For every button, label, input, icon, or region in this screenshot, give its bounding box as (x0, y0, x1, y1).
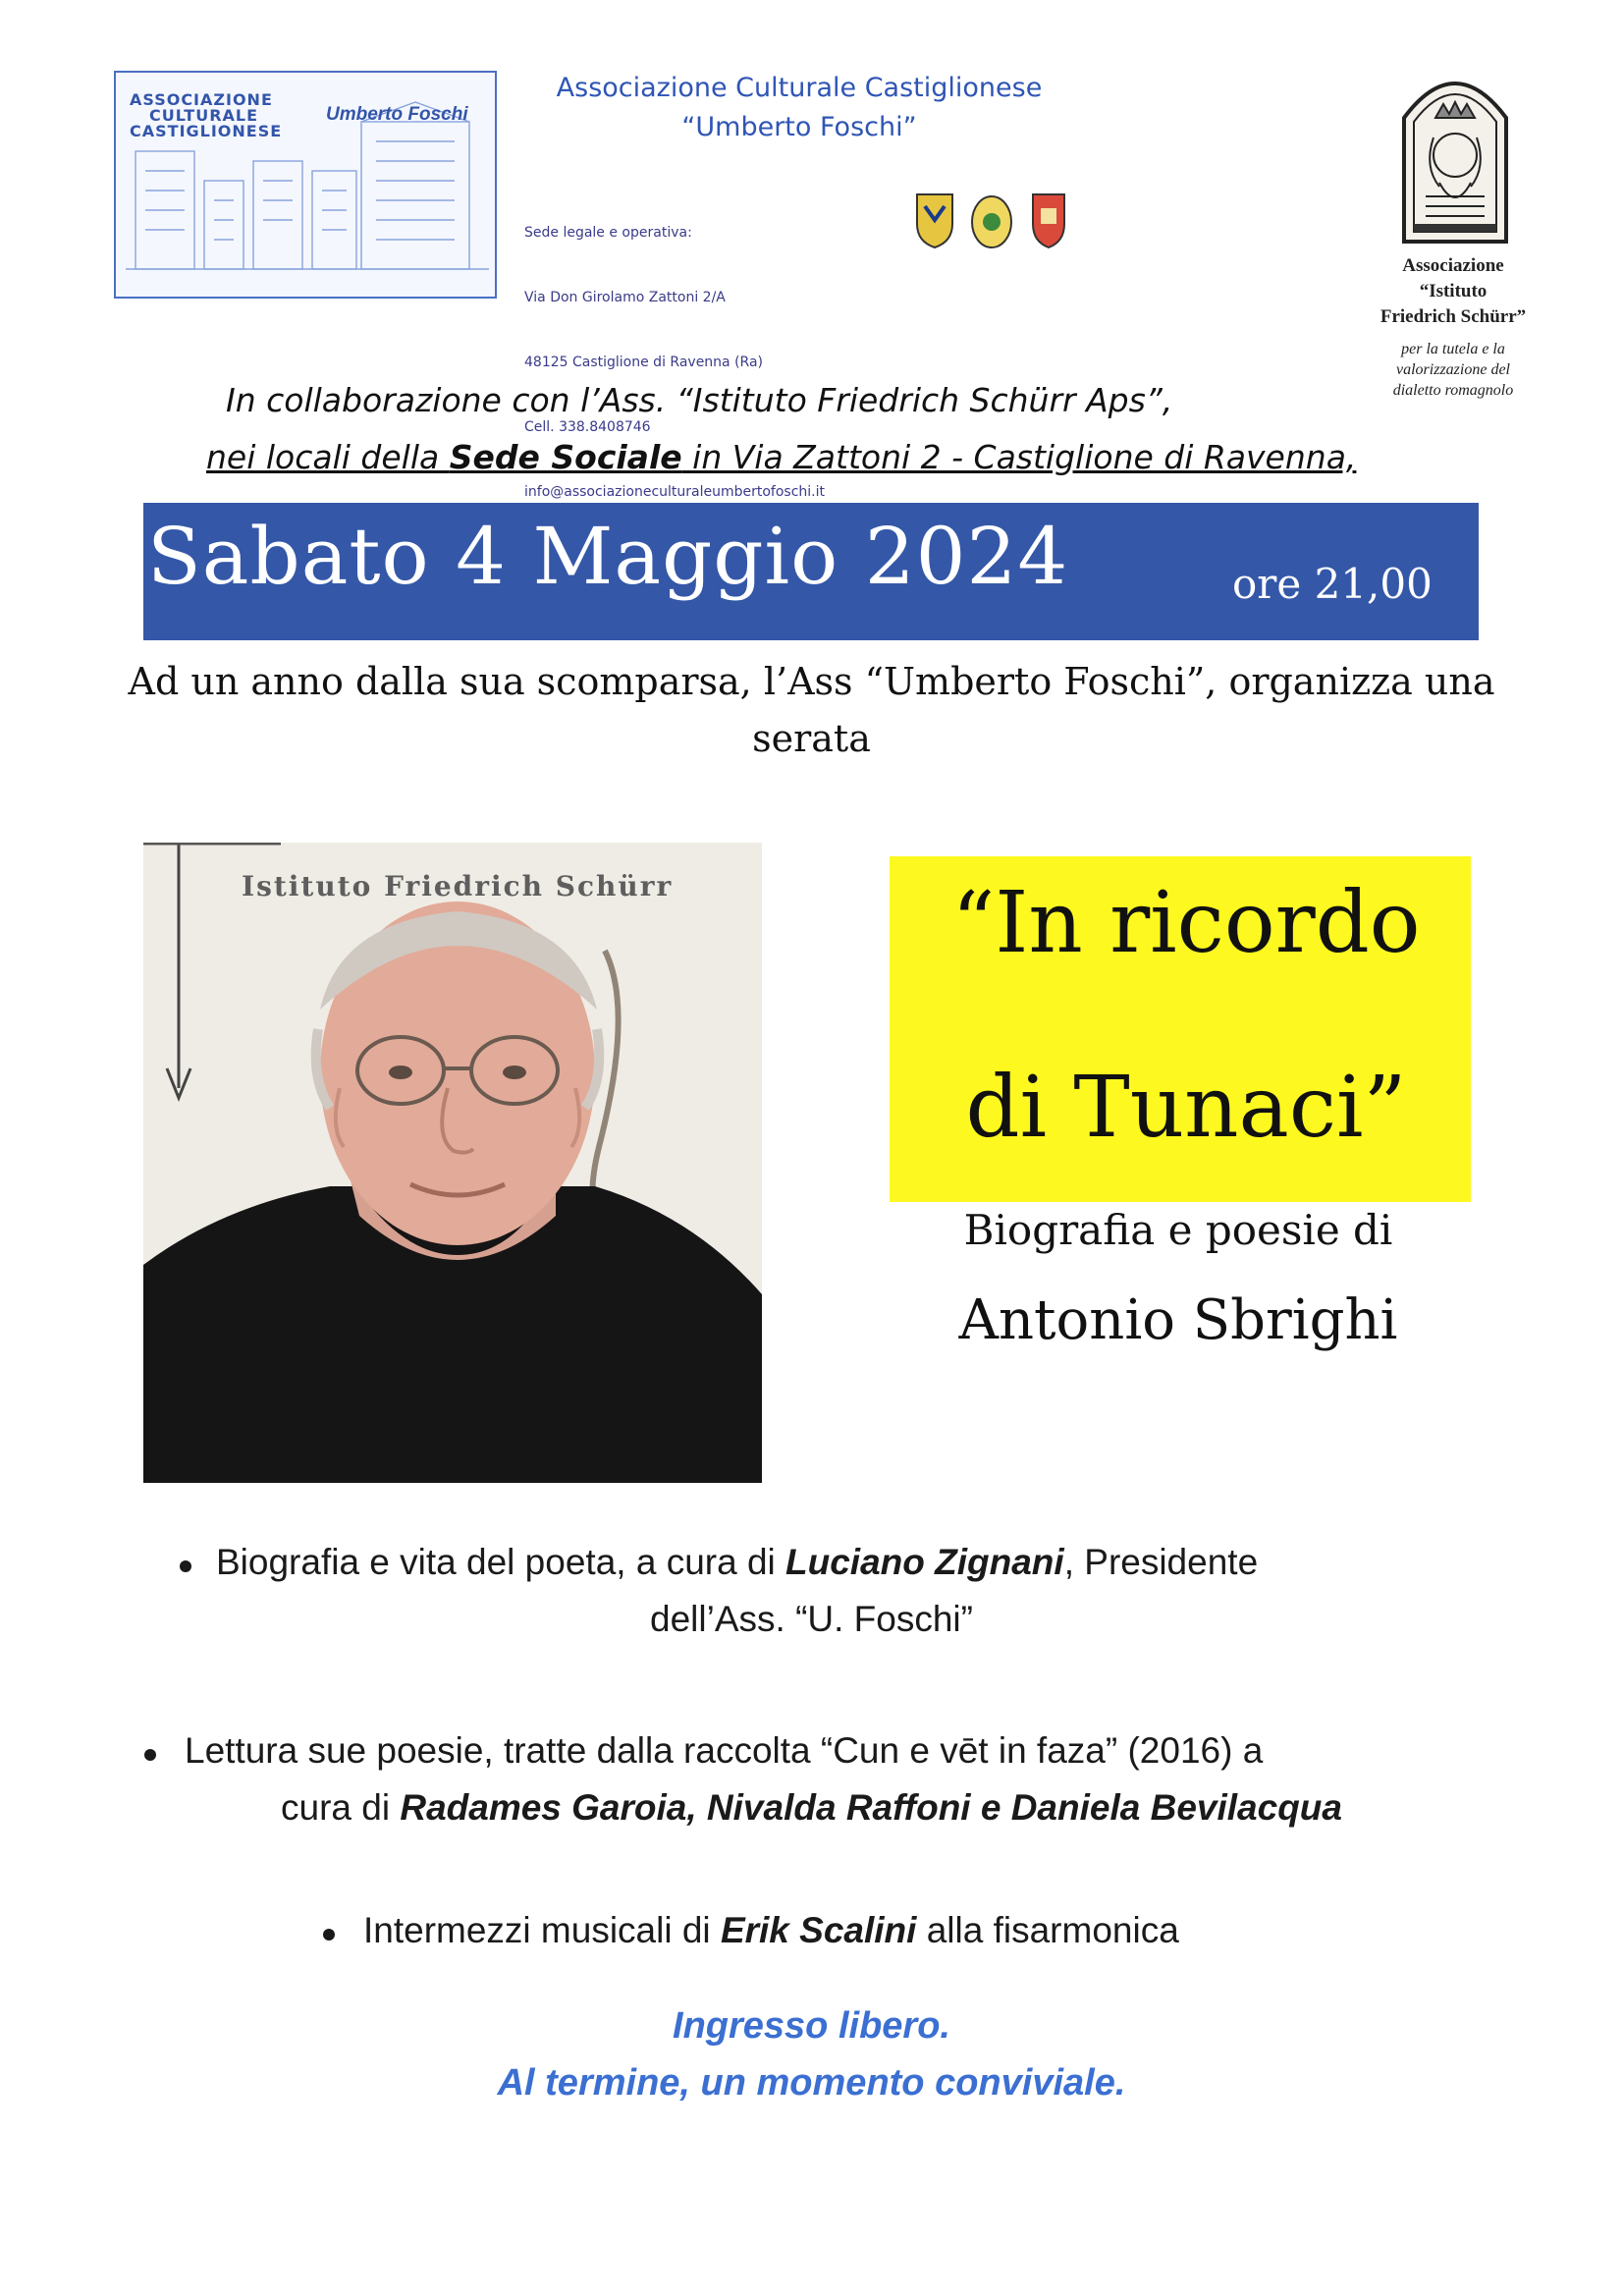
poet-portrait-illustration (143, 843, 762, 1483)
logo-line: CASTIGLIONESE (130, 122, 283, 140)
event-time: ore 21,00 (1232, 560, 1433, 608)
bullet-icon (144, 1749, 156, 1761)
venue-bold: Sede Sociale (449, 438, 682, 476)
logo-org-lines (130, 92, 282, 139)
bullet-icon (323, 1929, 335, 1941)
convivial-note: Al termine, un momento conviviale. (497, 2062, 1126, 2104)
org-title-line: “Umberto Foschi” (681, 112, 917, 142)
schurr-emblem-icon (1396, 59, 1514, 246)
emblem-sub-line: valorizzazione del (1396, 361, 1510, 378)
program-item-1 (216, 1542, 1258, 1583)
intro-line: Ad un anno dalla sua scomparsa, l’Ass “Umberto Foschi”, organizza una (128, 660, 1495, 703)
program-text: Intermezzi musicali di (363, 1910, 721, 1950)
emblem-sub-line: dialetto romagnolo (1392, 382, 1514, 399)
emblem-name-line: Friedrich Schürr” (1380, 306, 1527, 327)
intro-line: serata (752, 717, 871, 760)
emblem-name-line: “Istituto (1419, 281, 1488, 301)
program-person: Radames Garoia, Nivalda Raffoni e Daniela Bevilacqua (400, 1787, 1342, 1828)
address-line: Via Don Girolamo Zattoni 2/A (524, 290, 726, 305)
program-person: Erik Scalini (720, 1910, 917, 1950)
bullet-icon (180, 1560, 191, 1572)
program-item-1-line2: dell’Ass. “U. Foschi” (650, 1599, 973, 1639)
program-text: , Presidente (1063, 1542, 1259, 1582)
program-text: Biografia e vita del poeta, a cura di (216, 1542, 786, 1582)
program-item-3 (363, 1910, 1179, 1951)
poet-name: Antonio Sbrighi (958, 1288, 1398, 1352)
municipal-crests (911, 187, 1072, 251)
association-logo (114, 71, 497, 299)
logo-name: Umberto Foschi (326, 104, 468, 125)
crest-icon (917, 194, 952, 247)
emblem-name-line: Associazione (1402, 255, 1504, 276)
logo-line: ASSOCIAZIONE (130, 90, 273, 109)
org-title (524, 69, 1074, 147)
program-item-2-line2 (0, 1787, 1623, 1829)
program-text: cura di (281, 1787, 401, 1828)
venue-line (206, 438, 1356, 476)
crest-icon (972, 196, 1011, 247)
emblem-sub-line: per la tutela e la (1401, 341, 1505, 357)
emblem-subtitle (1335, 339, 1571, 401)
poet-photo (143, 843, 762, 1483)
collaboration-line: In collaborazione con l’Ass. “Istituto Friedrich Schürr Aps”, (226, 381, 1173, 419)
photo-caption: Istituto Friedrich Schürr (242, 870, 674, 902)
crest-icon (1033, 194, 1064, 247)
address-line: info@associazioneculturaleumbertofoschi.it (524, 484, 826, 500)
address-line: Sede legale e operativa: (524, 225, 692, 241)
venue-text: nei locali della (206, 438, 450, 476)
free-entry-note: Ingresso libero. (673, 2005, 950, 2047)
event-title: “In ricordo (951, 874, 1421, 972)
event-subtitle: Biografia e poesie di (963, 1206, 1393, 1254)
program-person: Luciano Zignani (785, 1542, 1064, 1582)
program-item-2: Lettura sue poesie, tratte dalla raccolta “Cun e vēt in faza” (2016) a (185, 1730, 1264, 1771)
venue-text: in Via Zattoni 2 - Castiglione di Ravenna, (681, 438, 1357, 476)
event-date: Sabato 4 Maggio 2024 (147, 511, 1069, 602)
event-title: di Tunaci” (965, 1059, 1407, 1157)
address-line: Cell. 338.8408746 (524, 419, 651, 435)
program-text: alla fisarmonica (916, 1910, 1179, 1950)
emblem-org-name (1335, 253, 1571, 330)
address-line: 48125 Castiglione di Ravenna (Ra) (524, 355, 764, 370)
org-title-line: Associazione Culturale Castiglionese (556, 73, 1043, 103)
logo-line: CULTURALE (149, 106, 259, 125)
